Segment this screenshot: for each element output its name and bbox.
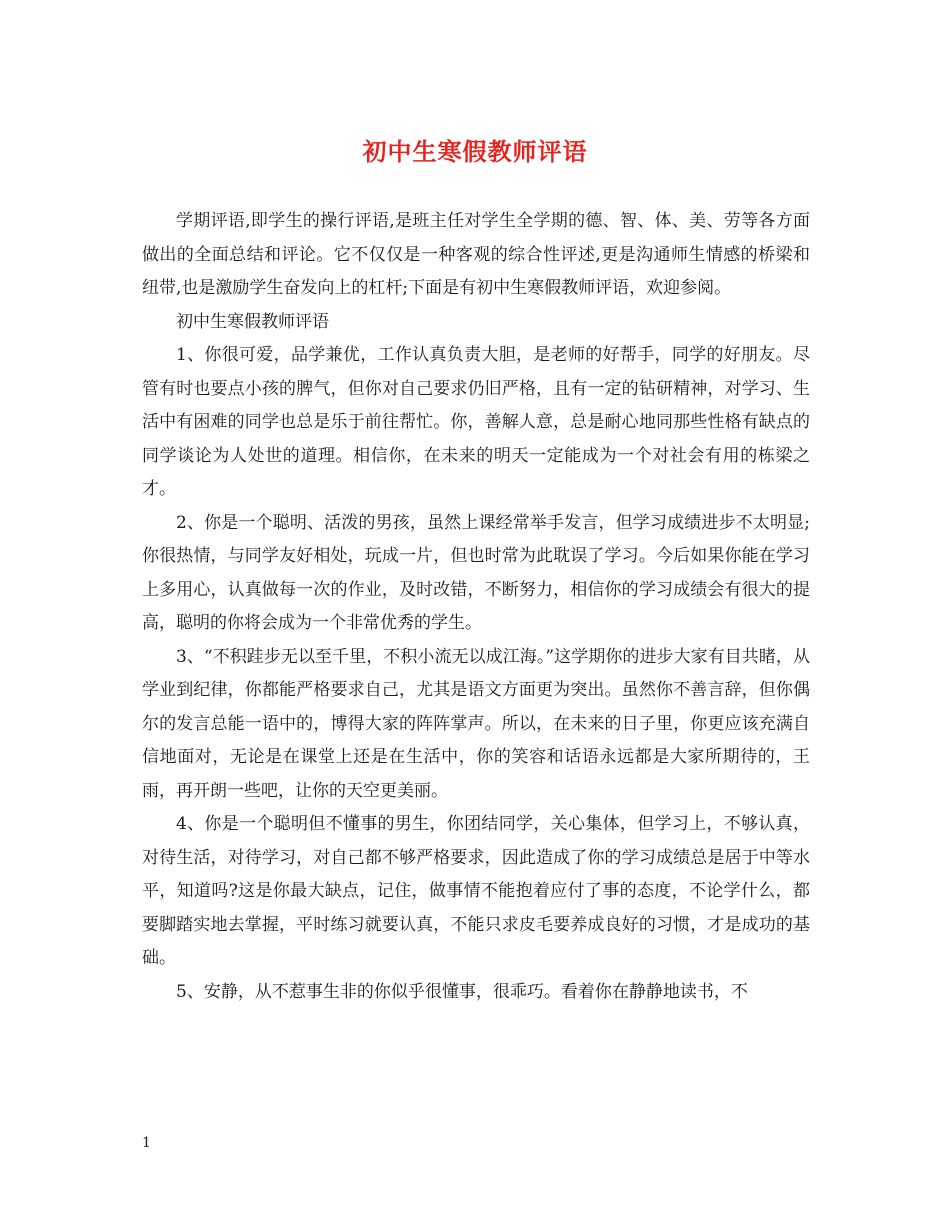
section-heading: 初中生寒假教师评语: [176, 311, 329, 332]
comment-paragraph-5: 5、安静，从不惹事生非的你似乎很懂事，很乖巧。看着你在静静地读书，不: [176, 981, 748, 1002]
comment-paragraph-3: 3、“不积跬步无以至千里，不积小流无以成江海。”这学期你的进步大家有目共睹，从学业到纪律，你都能严格要求自己，尤其是语文方面更为突出。虽然你不善言辞，但你偶尔的发言总能一语中的，博得大家的阵阵掌声。所以，在未来的日子里，你更应该充满自信地面对，无论是在课堂上还是在生活中，你的笑容和话语永远都是大家所期待的，王雨，再开朗一些吧，让你的天空更美丽。: [142, 646, 810, 801]
intro-paragraph: 学期评语,即学生的操行评语,是班主任对学生全学期的德、智、体、美、劳等各方面做出的全面总结和评论。它不仅仅是一种客观的综合性评述,更是沟通师生情感的桥梁和纽带,也是激励学生奋发向上的杠杆;下面是有初中生寒假教师评语，欢迎参阅。: [142, 211, 810, 298]
comment-paragraph-1: 1、你很可爱，品学兼优，工作认真负责大胆，是老师的好帮手，同学的好朋友。尽管有时也要点小孩的脾气，但你对自己要求仍旧严格，且有一定的钻研精神，对学习、生活中有困难的同学也总是乐于前往帮忙。你，善解人意，总是耐心地同那些性格有缺点的同学谈论为人处世的道理。相信你，在未来的明天一定能成为一个对社会有用的栋梁之才。: [142, 345, 810, 499]
document-title: 初中生寒假教师评语: [362, 137, 588, 166]
page-number: 1: [142, 1135, 151, 1151]
comment-paragraph-2: 2、你是一个聪明、活泼的男孩，虽然上课经常举手发言，但学习成绩进步不太明显;你很热情，与同学友好相处，玩成一片，但也时常为此耽误了学习。今后如果你能在学习上多用心，认真做每一次的作业，及时改错，不断努力，相信你的学习成绩会有很大的提高，聪明的你将会成为一个非常优秀的学生。: [142, 512, 810, 633]
document-body: [142, 205, 810, 1009]
comment-paragraph-4: 4、你是一个聪明但不懂事的男生，你团结同学，关心集体，但学习上，不够认真，对待生活，对待学习，对自己都不够严格要求，因此造成了你的学习成绩总是居于中等水平，知道吗?这是你最大缺点，记住，做事情不能抱着应付了事的态度，不论学什么，都要脚踏实地去掌握，平时练习就要认真，不能只求皮毛要养成良好的习惯，才是成功的基础。: [142, 814, 810, 968]
